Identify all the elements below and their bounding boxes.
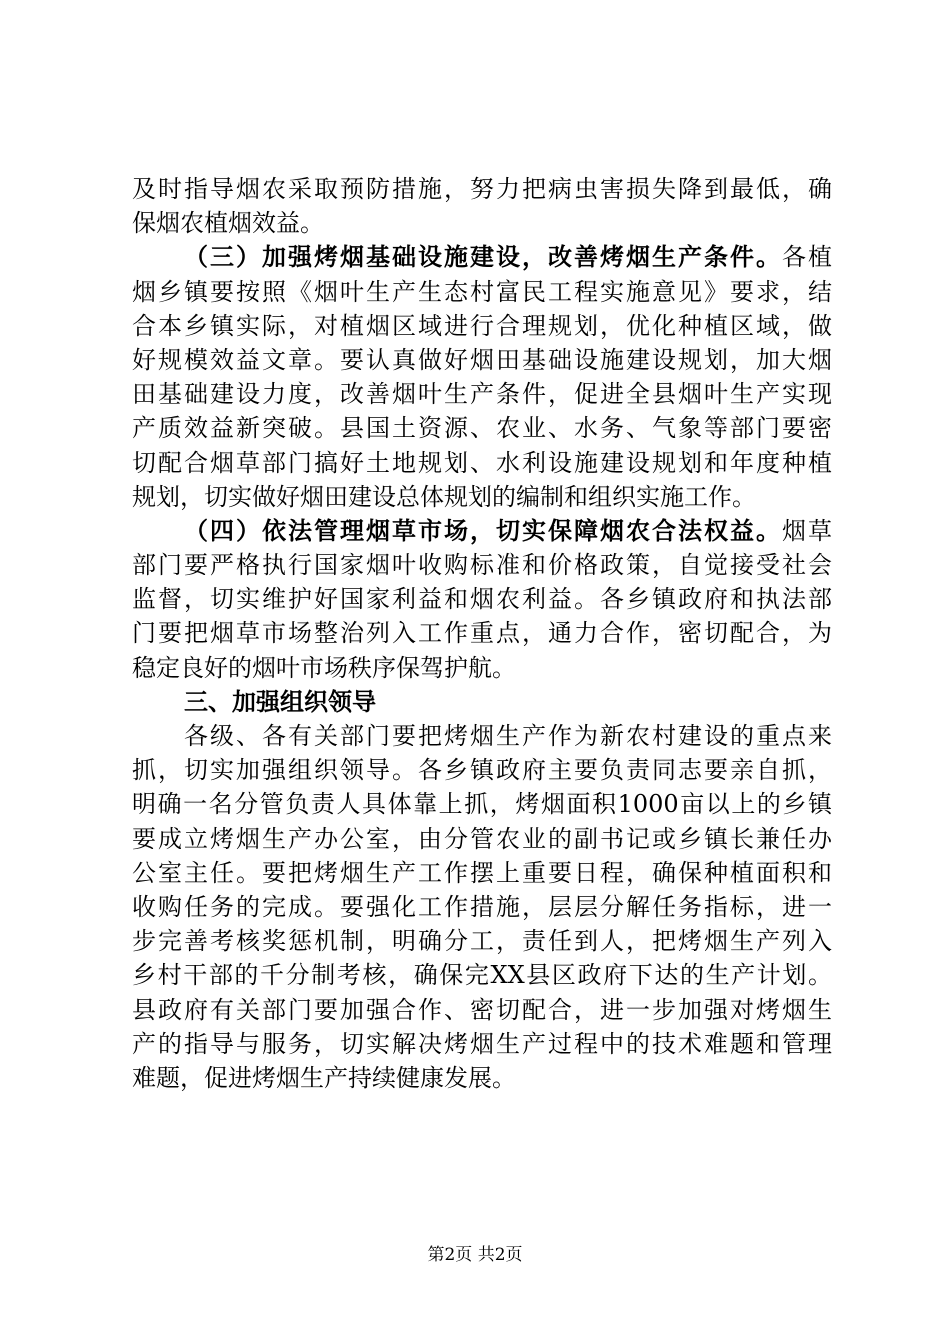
document-body [132, 172, 832, 1095]
section-heading-3: （三）加强烤烟基础设施建设，改善烤烟生产条件。 [184, 243, 782, 272]
body-line [132, 856, 832, 890]
body-line [132, 377, 832, 411]
line-text: 烟乡镇要按照《烟叶生产生态村富民工程实施意见》要求，结 [132, 277, 832, 306]
body-line [132, 993, 832, 1027]
body-line [132, 890, 832, 924]
section-heading-line [132, 514, 832, 548]
body-line [132, 719, 832, 753]
body-line [132, 822, 832, 856]
body-line [132, 1027, 832, 1061]
line-text: 门要把烟草市场整治列入工作重点，通力合作，密切配合，为 [132, 619, 832, 648]
line-text: 规划，切实做好烟田建设总体规划的编制和组织实施工作。 [132, 482, 756, 511]
body-line [132, 753, 832, 787]
body-line [132, 958, 832, 992]
chapter-heading-3: 三、加强组织领导 [184, 687, 376, 716]
line-text: 各植 [782, 243, 832, 272]
line-text: 公室主任。要把烤烟生产工作摆上重要日程，确保种植面积和 [132, 858, 832, 887]
section-heading-4: （四）依法管理烟草市场，切实保障烟农合法权益。 [184, 516, 782, 545]
page-number: 第2页 共2页 [427, 1245, 523, 1265]
chapter-heading-line [132, 685, 832, 719]
line-text: 稳定良好的烟叶市场秩序保驾护航。 [132, 653, 516, 682]
body-line [132, 275, 832, 309]
line-text: 合本乡镇实际，对植烟区域进行合理规划，优化种植区域，做 [132, 311, 832, 340]
line-text: 产的指导与服务，切实解决烤烟生产过程中的技术难题和管理 [132, 1029, 832, 1058]
body-line [132, 787, 832, 821]
line-text: 明确一名分管负责人具体靠上抓，烤烟面积1000亩以上的乡镇 [132, 790, 832, 819]
line-text: 保烟农植烟效益。 [132, 209, 324, 238]
line-text: 及时指导烟农采取预防措施，努力把病虫害损失降到最低，确 [132, 175, 832, 203]
line-text: 县政府有关部门要加强合作、密切配合，进一步加强对烤烟生 [132, 995, 832, 1024]
body-line [132, 411, 832, 445]
line-text: 收购任务的完成。要强化工作措施，层层分解任务指标，进一 [132, 892, 832, 921]
body-line [132, 343, 832, 377]
body-line [132, 924, 832, 958]
body-line [132, 206, 832, 240]
body-line [132, 172, 832, 206]
line-text: 田基础建设力度，改善烟叶生产条件，促进全县烟叶生产实现 [132, 380, 832, 409]
page-footer [0, 1244, 950, 1266]
body-line [132, 480, 832, 514]
body-line [132, 446, 832, 480]
line-text: 监督，切实维护好国家利益和烟农利益。各乡镇政府和执法部 [132, 585, 832, 614]
line-text: 难题，促进烤烟生产持续健康发展。 [132, 1063, 516, 1092]
line-text: 乡村干部的千分制考核，确保完XX县区政府下达的生产计划。 [132, 961, 832, 990]
line-text: 各级、各有关部门要把烤烟生产作为新农村建设的重点来 [184, 722, 832, 750]
line-text: 好规模效益文章。要认真做好烟田基础设施建设规划，加大烟 [132, 345, 832, 374]
line-text: 切配合烟草部门搞好土地规划、水利设施建设规划和年度种植 [132, 448, 832, 477]
line-text: 部门要严格执行国家烟叶收购标准和价格政策，自觉接受社会 [132, 551, 832, 580]
body-line [132, 651, 832, 685]
body-line [132, 309, 832, 343]
line-text: 要成立烤烟生产办公室，由分管农业的副书记或乡镇长兼任办 [132, 824, 832, 853]
section-heading-line [132, 240, 832, 274]
body-line [132, 616, 832, 650]
line-text: 步完善考核奖惩机制，明确分工，责任到人，把烤烟生产列入 [132, 927, 832, 956]
line-text: 产质效益新突破。县国土资源、农业、水务、气象等部门要密 [132, 414, 832, 443]
line-text: 烟草 [782, 516, 832, 545]
body-line [132, 1061, 832, 1095]
body-line [132, 582, 832, 616]
body-line [132, 548, 832, 582]
line-text: 抓，切实加强组织领导。各乡镇政府主要负责同志要亲自抓， [132, 756, 832, 785]
